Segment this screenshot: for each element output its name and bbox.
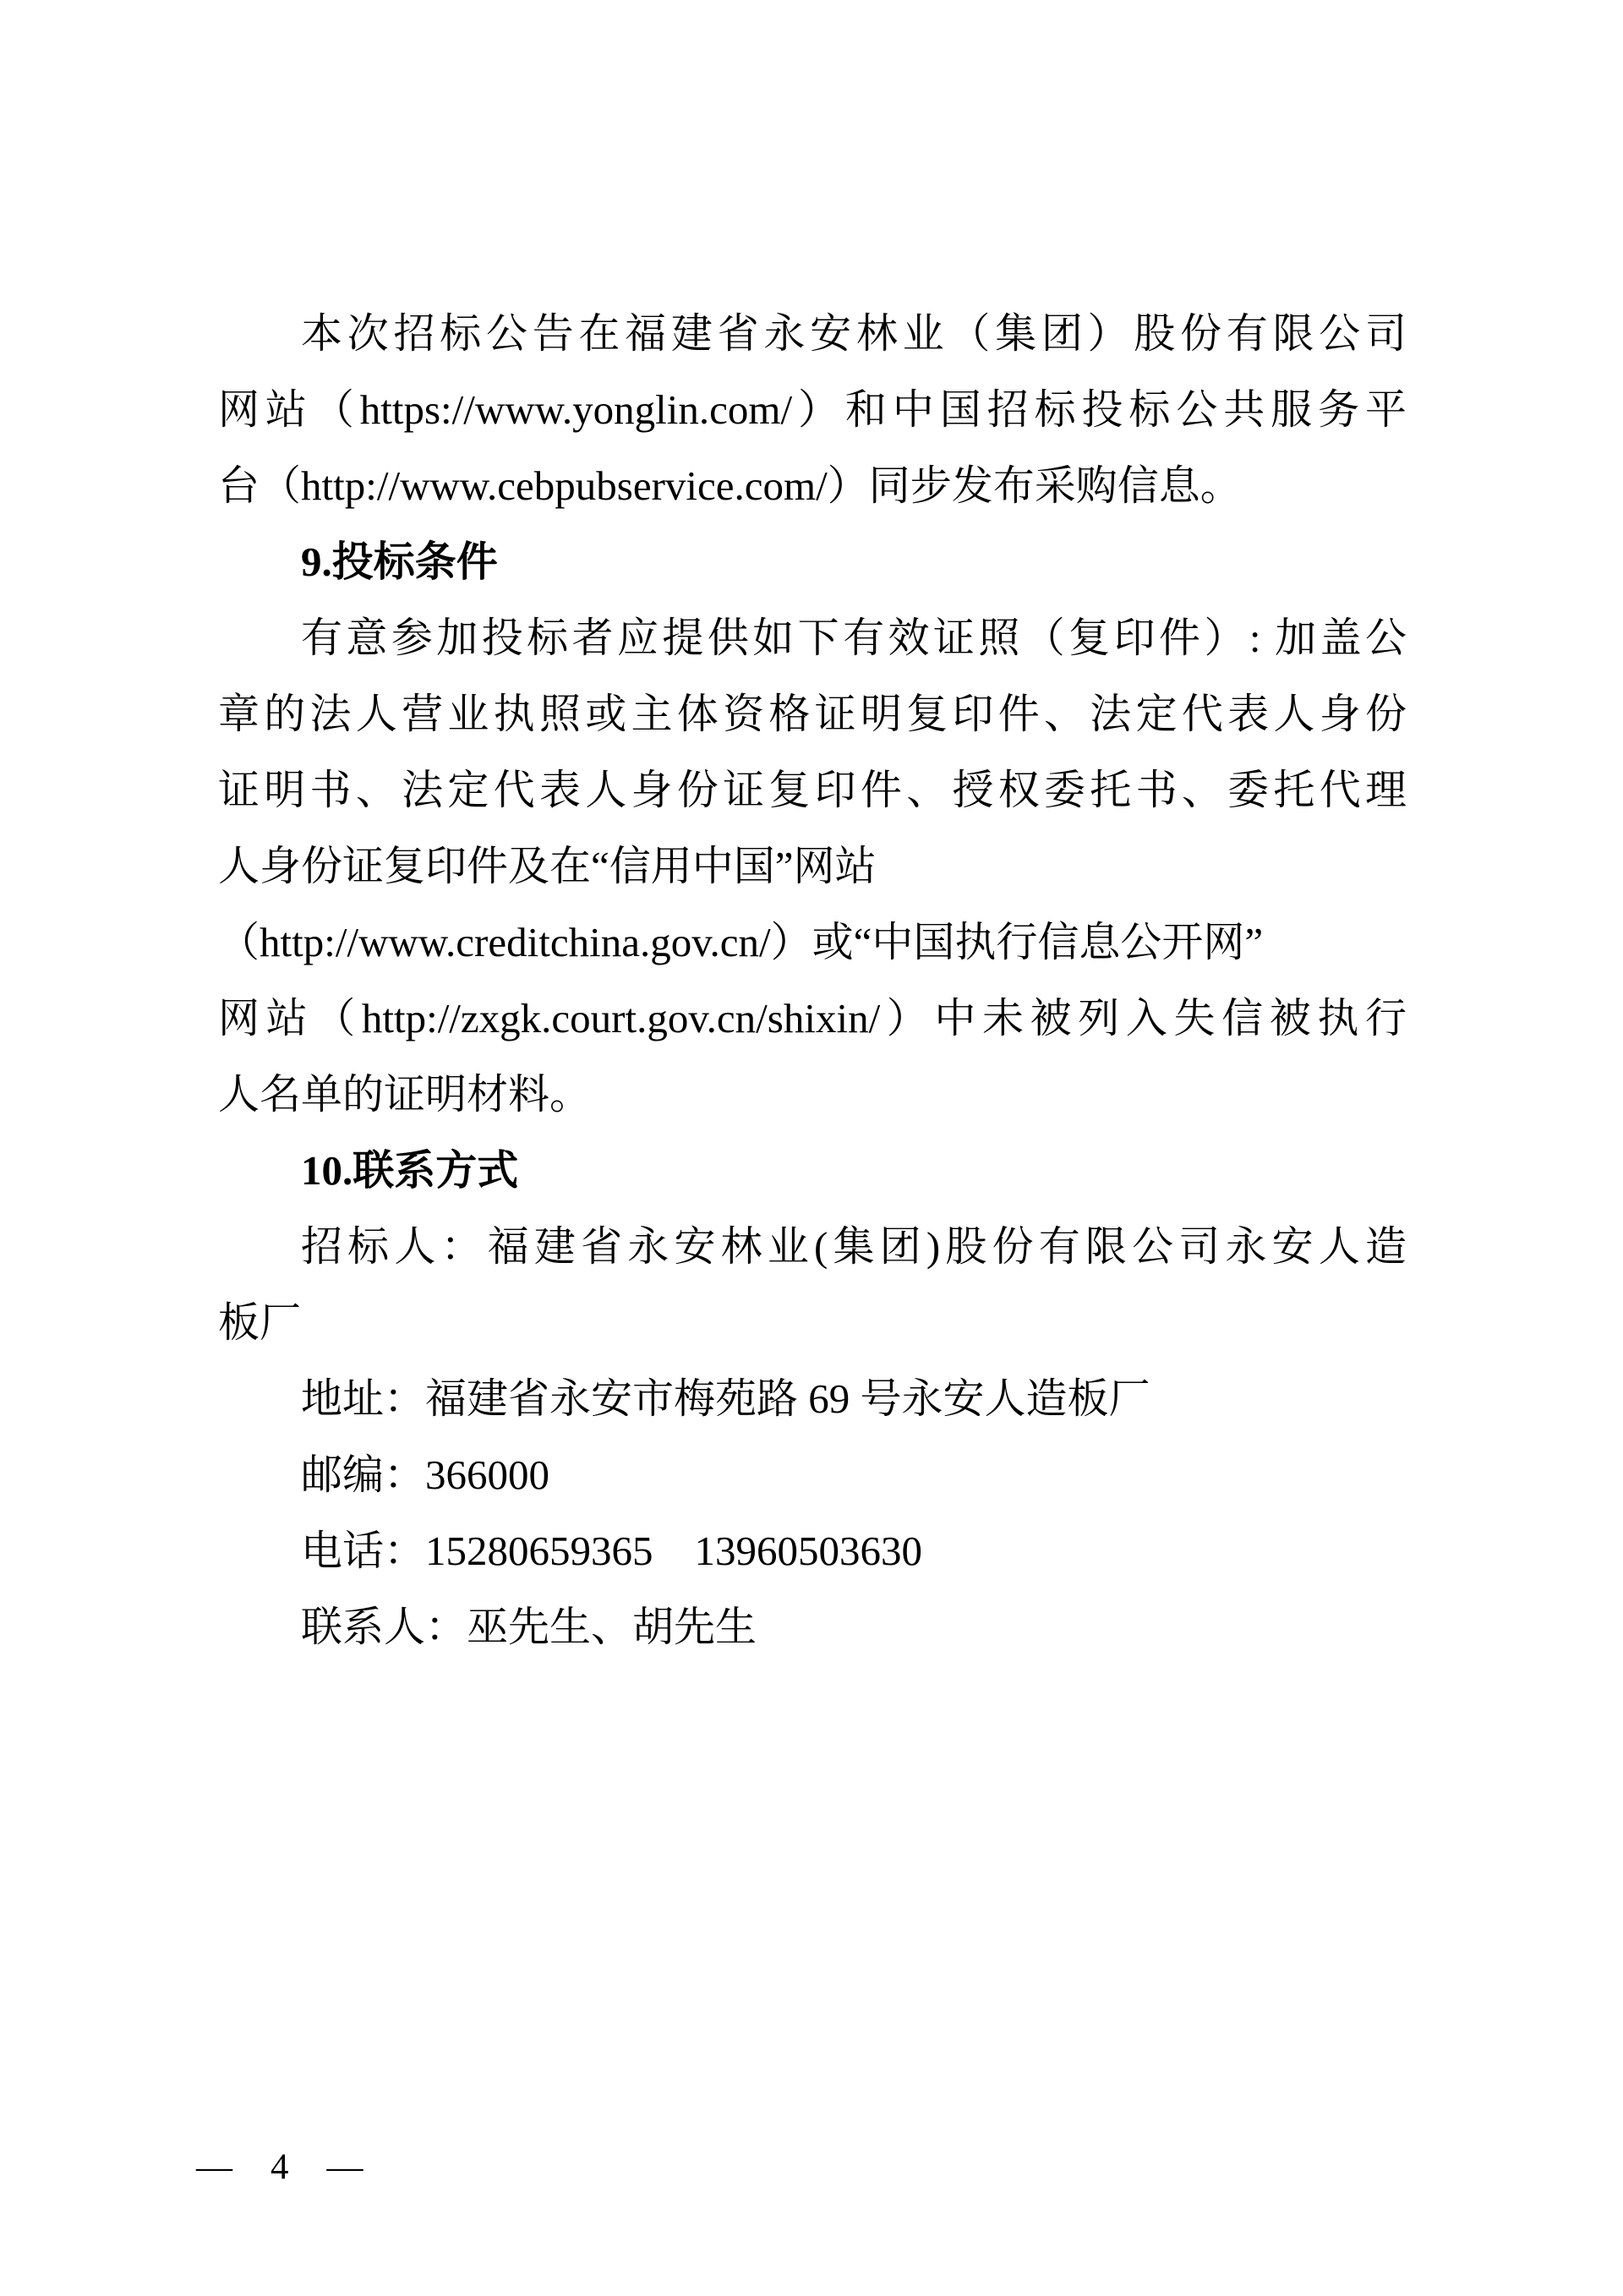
- text-line-conditions-5-creditchina-url: （http://www.creditchina.gov.cn/）或“中国执行信息公开网”: [218, 919, 1264, 965]
- text-line-announcement-3: 台（http://www.cebpubservice.com/）同步发布采购信息。: [218, 462, 1242, 509]
- section-heading-9-bid-conditions: 9.投标条件: [301, 538, 498, 585]
- text-line-phone-numbers: 电话：15280659365 13960503630: [301, 1528, 923, 1574]
- text-line-conditions-4: 人身份证复印件及在“信用中国”网站: [218, 843, 877, 889]
- section-heading-10-contact-info: 10.联系方式: [301, 1147, 519, 1194]
- text-line-conditions-6-zxgk-url: 网站（http://zxgk.court.gov.cn/shixin/）中未被列入失信被执行: [218, 995, 1407, 1041]
- footer-dash-left: —: [196, 2147, 232, 2187]
- text-line-announcement-2: 网站（https://www.yonglin.com/）和中国招标投标公共服务平: [218, 386, 1407, 433]
- text-line-conditions-2: 章的法人营业执照或主体资格证明复印件、法定代表人身份: [218, 691, 1407, 737]
- text-line-tenderer-2: 板厂: [218, 1299, 302, 1346]
- footer-page-number: 4: [270, 2147, 289, 2187]
- text-line-tenderer-1: 招标人：福建省永安林业(集团)股份有限公司永安人造: [301, 1223, 1407, 1270]
- text-line-announcement-1: 本次招标公告在福建省永安林业（集团）股份有限公司: [301, 310, 1407, 357]
- text-line-conditions-1: 有意参加投标者应提供如下有效证照（复印件）: 加盖公: [301, 615, 1407, 661]
- document-body: [218, 296, 1407, 1665]
- page-footer: [196, 2142, 363, 2193]
- text-line-address: 地址：福建省永安市梅苑路 69 号永安人造板厂: [301, 1375, 1150, 1422]
- text-line-postal-code: 邮编：366000: [301, 1451, 550, 1498]
- text-line-conditions-3: 证明书、法定代表人身份证复印件、授权委托书、委托代理: [218, 767, 1407, 813]
- text-line-contact-persons: 联系人：巫先生、胡先生: [301, 1604, 757, 1650]
- text-line-conditions-7: 人名单的证明材料。: [218, 1071, 592, 1118]
- footer-dash-right: —: [326, 2147, 363, 2187]
